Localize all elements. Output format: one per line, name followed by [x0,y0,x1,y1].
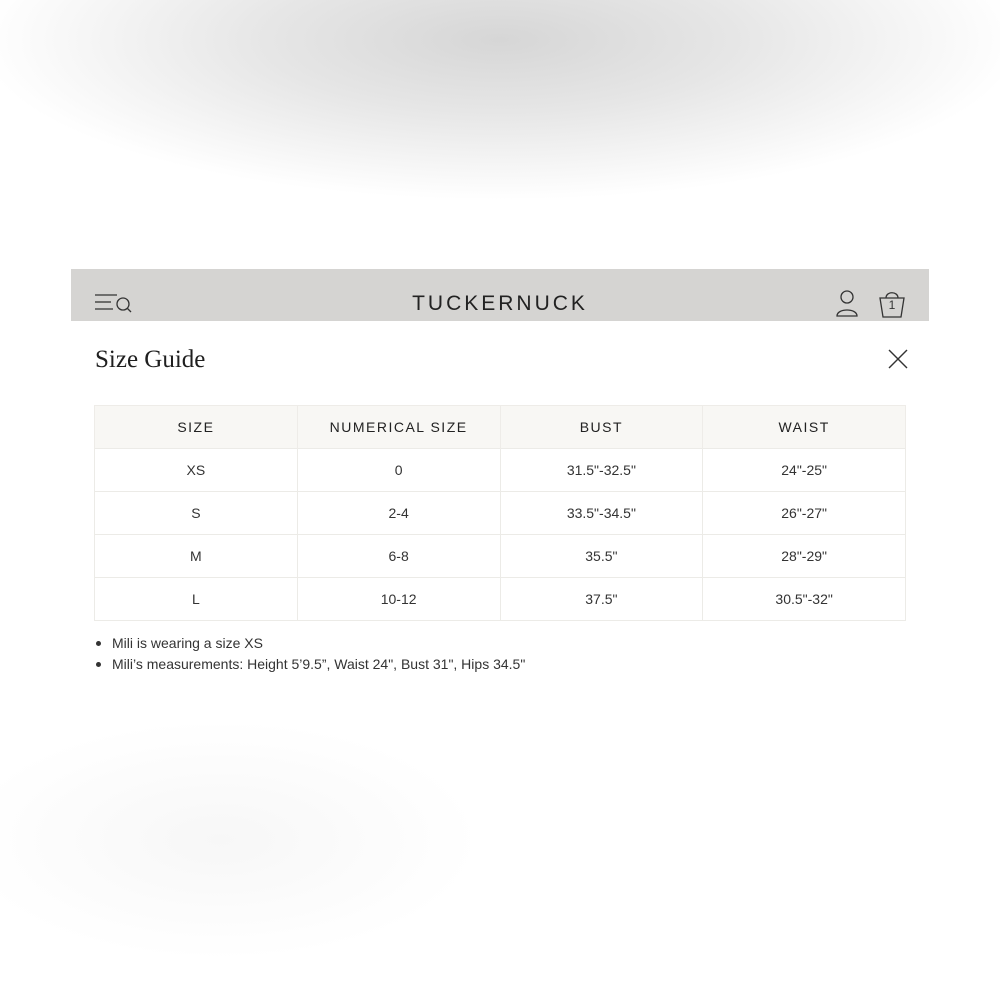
table-cell: 2-4 [297,492,500,535]
shopping-bag-icon[interactable] [877,289,907,319]
bag-count-badge: 1 [888,298,896,312]
account-icon[interactable] [835,289,859,319]
table-cell: 24"-25" [703,449,906,492]
column-header-waist: WAIST [703,406,906,449]
table-cell: M [95,535,298,578]
table-cell: 28"-29" [703,535,906,578]
table-cell: L [95,578,298,621]
close-icon[interactable] [886,347,910,371]
size-guide-title: Size Guide [95,346,206,373]
table-cell: 30.5"-32" [703,578,906,621]
table-cell: 6-8 [297,535,500,578]
brand-logo[interactable]: TUCKERNUCK [412,292,588,315]
background-blurred-image-top [0,0,1000,270]
background-blurred-image-bottom [0,700,1000,1000]
column-header-bust: BUST [500,406,703,449]
list-item: Mili is wearing a size XS [112,633,525,654]
table-row [95,578,906,621]
size-chart-table [94,405,906,621]
table-cell: 31.5"-32.5" [500,449,703,492]
table-cell: 37.5" [500,578,703,621]
table-row [95,449,906,492]
table-header-row [95,406,906,449]
column-header-size: SIZE [95,406,298,449]
column-header-numerical-size: NUMERICAL SIZE [297,406,500,449]
table-cell: 10-12 [297,578,500,621]
model-notes-list [112,633,525,675]
table-row [95,535,906,578]
table-cell: 26"-27" [703,492,906,535]
table-cell: 35.5" [500,535,703,578]
table-row [95,492,906,535]
table-cell: S [95,492,298,535]
table-cell: XS [95,449,298,492]
table-cell: 33.5"-34.5" [500,492,703,535]
table-cell: 0 [297,449,500,492]
list-item: Mili’s measurements: Height 5’9.5”, Waist 24", Bust 31", Hips 34.5" [112,654,525,675]
site-header [71,269,929,321]
